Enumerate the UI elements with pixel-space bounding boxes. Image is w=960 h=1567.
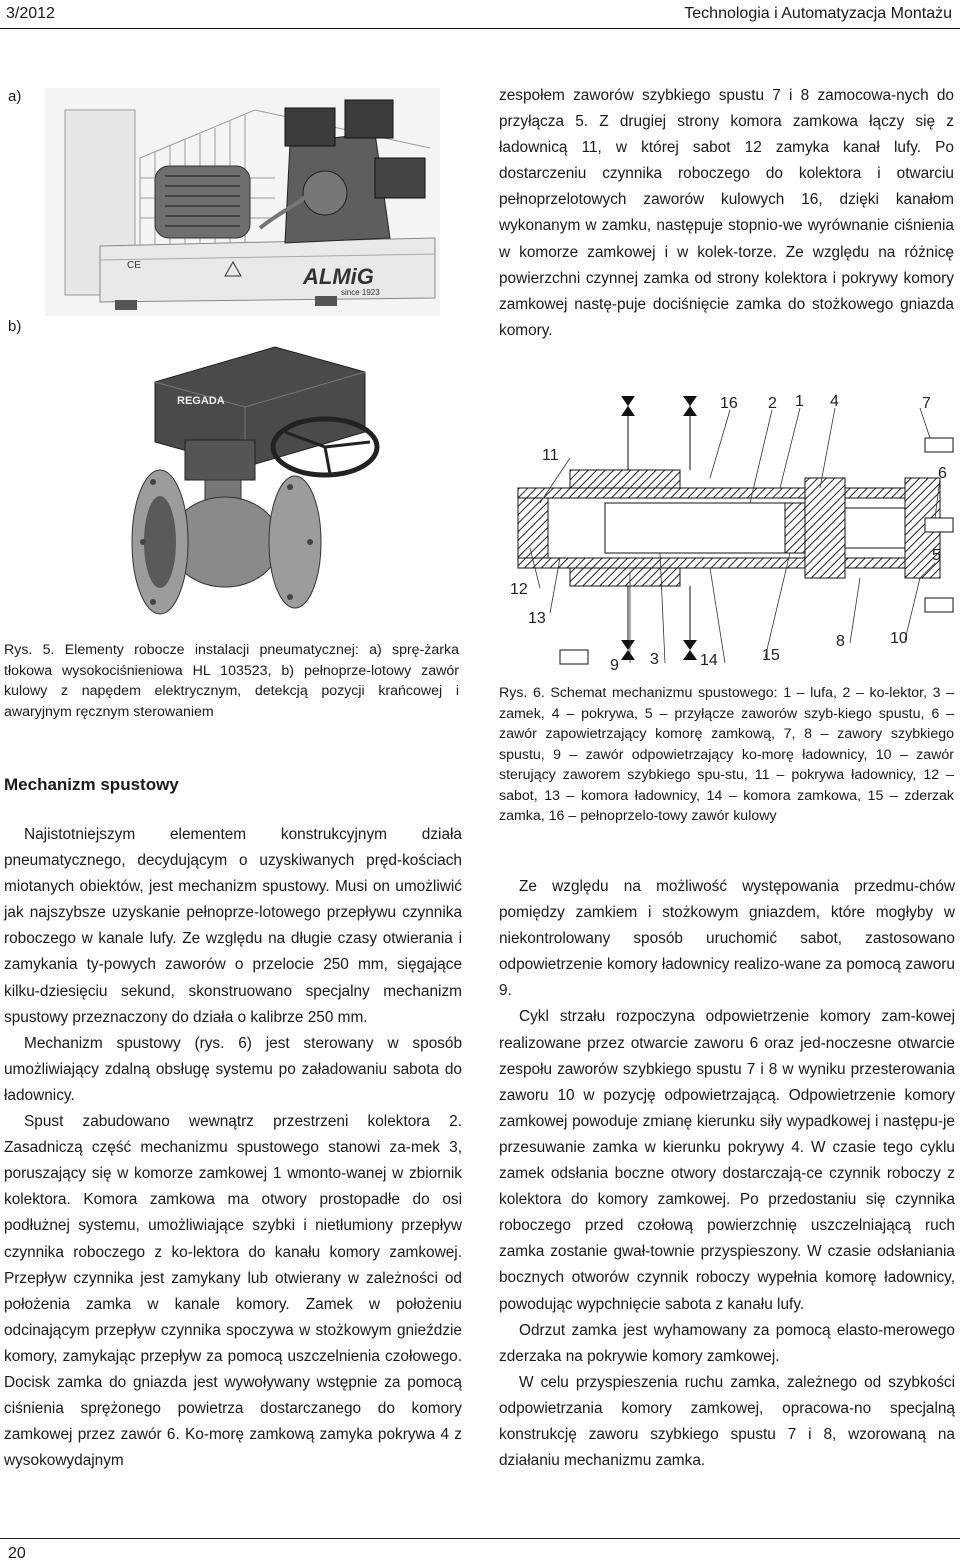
label-14: 14 (700, 652, 718, 669)
label-9: 9 (610, 657, 619, 674)
label-16: 16 (720, 395, 738, 412)
trigger-mechanism-schematic (510, 378, 960, 678)
paragraph: Mechanizm spustowy (rys. 6) jest sterowany w sposób umożliwiający zdalną obsługę systemu po załadowaniu sabota do ładownicy. (4, 1034, 462, 1104)
header-rule (0, 28, 960, 29)
left-column-text (4, 822, 462, 1474)
right-column-text (499, 874, 955, 1474)
paragraph-continuation: zespołem zaworów szybkiego spustu 7 i 8 zamocowa-nych do przyłącza 5. Z drugiej strony komora zamkowa łączy się z ładownicą 11, w której sabot 12 zamyka kanał lufy. Po dostarczeniu czynnika roboczego do kolektora i otwarciu pełnoprzelotowych zaworów kulowych 16, dzięki kanałom wykonanym w zamku, następuje stopnio-we wyrównanie ciśnienia w komorze zamkowej i w kolek-torze. Ze względu na różnicę powierzchni czynnej zamka od strony kolektora i pokrywy komory zamkowej nastę-puje dociśnięcie zamka do stożkowego gniazda komory. (499, 87, 954, 339)
label-5: 5 (932, 547, 941, 564)
ce-mark: CE (127, 260, 141, 271)
journal-title: Technologia i Automatyzacja Montażu (684, 5, 952, 22)
label-7: 7 (922, 395, 931, 412)
label-10: 10 (890, 630, 908, 647)
label-6: 6 (938, 465, 947, 482)
label-4: 4 (830, 393, 839, 410)
paragraph: Spust zabudowano wewnątrz przestrzeni kolektora 2. Zasadniczą część mechanizmu spustowego stanowi za-mek 3, poruszający się w komorze zamkowej 1 wmonto-wanej w zbiornik kolektora. Komora zamkowa ma otwory prostopadłe do osi podłużnej systemu, umożliwiające szybki i nietłumiony przepływ czynnika roboczego z ko-lektora do kanału komory zamkowej. Przepływ czynnika jest zamykany lub otwierany w zależności od położenia zamka w kanale komory. Zamek w położeniu odcinającym przepływ czynnika spoczywa w stożkowym gnieździe komory, zamykając przepływ za pomocą uszczelnienia czołowego. Docisk zamka do gniazda jest wywoływany wstępnie za pomocą ciśnienia sprężonego powietrza dostarczanego do komory zamkowej przez zawór 6. Ko-morę zamkową zamyka pokrywa 4 z wysokowydajnym (4, 1113, 462, 1470)
footer-rule (0, 1538, 960, 1539)
issue-number: 3/2012 (6, 5, 55, 22)
paragraph: Ze względu na możliwość występowania przedmu-chów pomiędzy zamkiem i stożkowym gniazdem, które mogłyby w niekontrolowany sposób uruchomić sabot, zastosowano odpowietrzenie komory ładownicy realizo-wane za pomocą zaworu 9. (499, 878, 955, 1000)
figure-label-a: a) (8, 88, 22, 105)
paragraph: Cykl strzału rozpoczyna odpowietrzenie komory zam-kowej realizowane przez otwarcie zaworu 6 oraz jed-noczesne otwarcie zespołu zaworów szybkiego spustu 7 i 8 w wyniku przesterowania zaworu 10 w pozycję odpowietrzającą. Odpowietrzenie komory zamkowej powoduje zmianę kierunku siły wypadkowej i następu-je przesuwanie zamka w kierunku pokrywy 4. W czasie tego cyklu zamek odsłania boczne otwory dostarczają-ce czynnik roboczy z kolektora do komory zamkowej. Po przedostaniu się czynnika roboczego przed czołową powierzchnię uszczelniającą ruch zamka zostanie gwał-townie przyspieszony. W czasie odsłaniania bocznych otworów czynnik roboczy wypełnia komorę ładownicy, powodując wypchnięcie sabota z kanału lufy. (499, 1008, 955, 1313)
compressor-brand-logo: ALMiG (303, 264, 374, 289)
label-1: 1 (795, 393, 804, 410)
ball-valve-photo (125, 342, 405, 630)
page-number: 20 (8, 1545, 26, 1562)
paragraph: Odrzut zamka jest wyhamowany za pomocą elasto-merowego zderzaka na pokrywie komory zamkowej. (499, 1321, 955, 1365)
label-8: 8 (836, 633, 845, 650)
figure-6-caption: Rys. 6. Schemat mechanizmu spustowego: 1 – lufa, 2 – ko-lektor, 3 – zamek, 4 – pokrywa, 5 – przyłącze zaworów szyb-kiego spustu, 6 – zawór zapowietrzający komorę zamkową, 7, 8 – zawory szybkiego spustu, 9 – zawór odpowietrzający ko-morę ładownicy, 10 – zawór sterujący zaworem szybkiego spu-stu, 11 – pokrywa ładownicy, 12 – sabot, 13 – komora ładownicy, 14 – komora zamkowa, 15 – zderzak zamka, 16 – pełnoprzelo-towy zawór kulowy (499, 685, 954, 824)
actuator-brand: REGADA (177, 395, 225, 407)
paragraph: W celu przyspieszenia ruchu zamka, zależnego od szybkości odpowietrzania komory zamkowej, opracowa-no specjalną konstrukcję zaworu szybkiego spustu 7 i 8, wzorowaną na działaniu mechanizmu zamka. (499, 1373, 955, 1470)
label-12: 12 (510, 581, 528, 598)
label-2: 2 (768, 395, 777, 412)
paragraph: Najistotniejszym elementem konstrukcyjnym działa pneumatycznego, decydującym o uzyskiwanych pręd-kościach miotanych obiektów, jest mechanizm spustowy. Musi on umożliwić jak najszybsze uzyskanie pełnoprze-lotowego przepływu czynnika roboczego w kanale lufy. Ze względu na długie czasy otwierania i zamykania ty-powych zaworów o przelocie 250 mm, sięgające kilku-dziesięciu sekund, skonstruowano specjalny mechanizm spustowy przeznaczony do działa o kalibrze 250 mm. (4, 826, 462, 1026)
figure-5-caption: Rys. 5. Elementy robocze instalacji pneumatycznej: a) sprę-żarka tłokowa wysokociśnieniowa HL 103523, b) pełnoprze-lotowy zawór kulowy z napędem elektrycznym, detekcją pozycji krańcowej i awaryjnym ręcznym sterowaniem (4, 642, 459, 720)
label-15: 15 (762, 647, 780, 664)
label-3: 3 (650, 651, 659, 668)
section-title: Mechanizm spustowy (4, 775, 179, 794)
label-11: 11 (542, 447, 559, 464)
figure-label-b: b) (8, 318, 22, 335)
compressor-photo (45, 88, 440, 316)
compressor-tagline: since 1923 (341, 288, 380, 297)
label-13: 13 (528, 610, 546, 627)
